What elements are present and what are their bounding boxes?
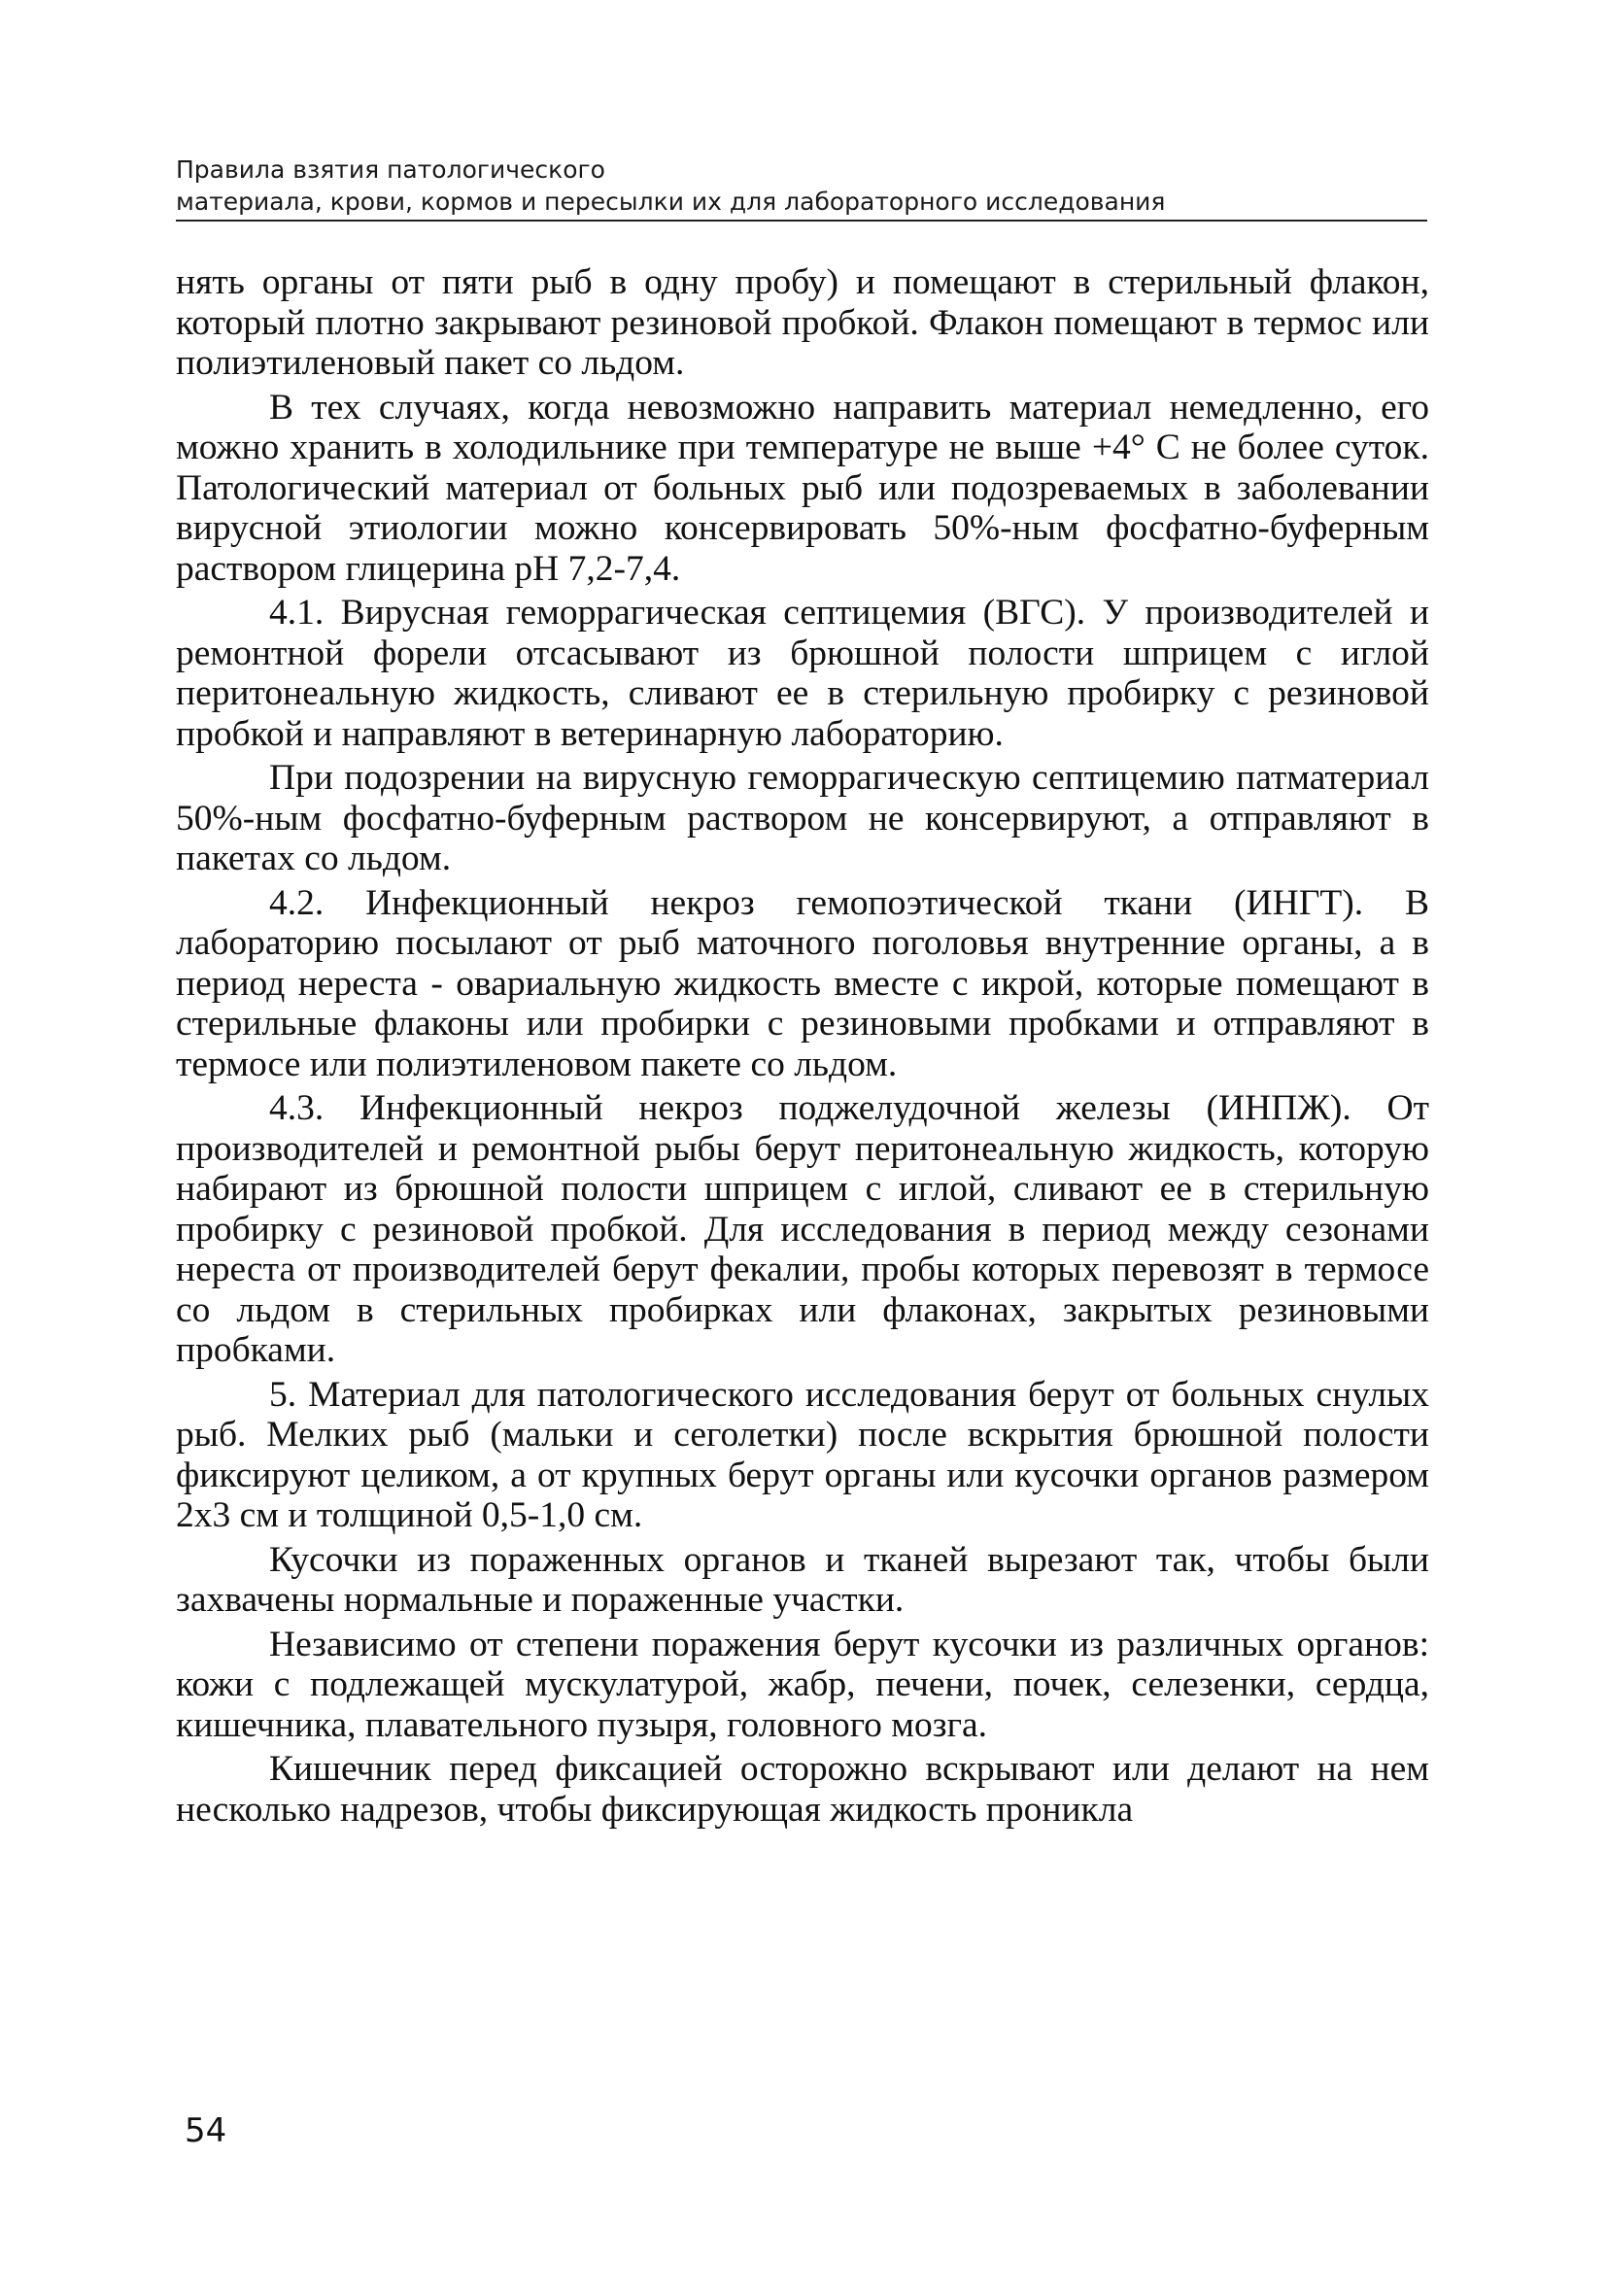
paragraph: В тех случаях, когда невозможно направить материал немедленно, его можно хранить в холодильнике при температуре не выше +4° С не более суток. Патологический материал от больных рыб или подозреваемых в заболевании вирусной этиологии можно консервировать 50%-ным фосфатно-буферным раствором глицерина pH 7,2-7,4. (176, 387, 1429, 589)
running-header-line-2: материала, крови, кормов и пересылки их для лабораторного исследования (176, 186, 1427, 222)
paragraph: Кишечник перед фиксацией осторожно вскрывают или делают на нем несколько надрезов, чтобы фиксирующая жидкость проникла (176, 1749, 1429, 1830)
paragraph: нять органы от пяти рыб в одну пробу) и помещают в стерильный флакон, который плотно закрывают резиновой пробкой. Флакон помещают в термос или полиэтиленовый пакет со льдом. (176, 262, 1429, 383)
page-number: 54 (185, 2111, 227, 2150)
running-header (176, 154, 1427, 222)
paragraph: При подозрении на вирусную геморрагическую септицемию патматериал 50%-ным фосфатно-буферным раствором не консервируют, а отправляют в пакетах со льдом. (176, 758, 1429, 878)
paragraph: 4.3. Инфекционный некроз поджелудочной железы (ИНПЖ). От производителей и ремонтной рыбы берут перитонеальную жидкость, которую набирают из брюшной полости шприцем с иглой, сливают ее в стерильную пробирку с резиновой пробкой. Для исследования в период между сезонами нереста от производителей берут фекалии, пробы которых перевозят в термосе со льдом в стерильных пробирках или флаконах, закрытых резиновыми пробками. (176, 1088, 1429, 1370)
paragraph: 4.1. Вирусная геморрагическая септицемия (ВГС). У производителей и ремонтной форели отсасывают из брюшной полости шприцем с иглой перитонеальную жидкость, сливают ее в стерильную пробирку с резиновой пробкой и направляют в ветеринарную лабораторию. (176, 593, 1429, 754)
body-text (176, 262, 1429, 1833)
paragraph: 5. Материал для патологического исследования берут от больных снулых рыб. Мелких рыб (мальки и сеголетки) после вскрытия брюшной полости фиксируют целиком, а от крупных берут органы или кусочки органов размером 2х3 см и толщиной 0,5-1,0 см. (176, 1374, 1429, 1535)
paragraph: Кусочки из пораженных органов и тканей вырезают так, чтобы были захвачены нормальные и пораженные участки. (176, 1539, 1429, 1620)
paragraph: Независимо от степени поражения берут кусочки из различных органов: кожи с подлежащей мускулатурой, жабр, печени, почек, селезенки, сердца, кишечника, плавательного пузыря, головного мозга. (176, 1624, 1429, 1745)
running-header-line-1: Правила взятия патологического (176, 155, 605, 184)
paragraph: 4.2. Инфекционный некроз гемопоэтической ткани (ИНГТ). В лабораторию посылают от рыб маточного поголовья внутренние органы, а в период нереста - овариальную жидкость вместе с икрой, которые помещают в стерильные флаконы или пробирки с резиновыми пробками и отправляют в термосе или полиэтиленовом пакете со льдом. (176, 882, 1429, 1084)
